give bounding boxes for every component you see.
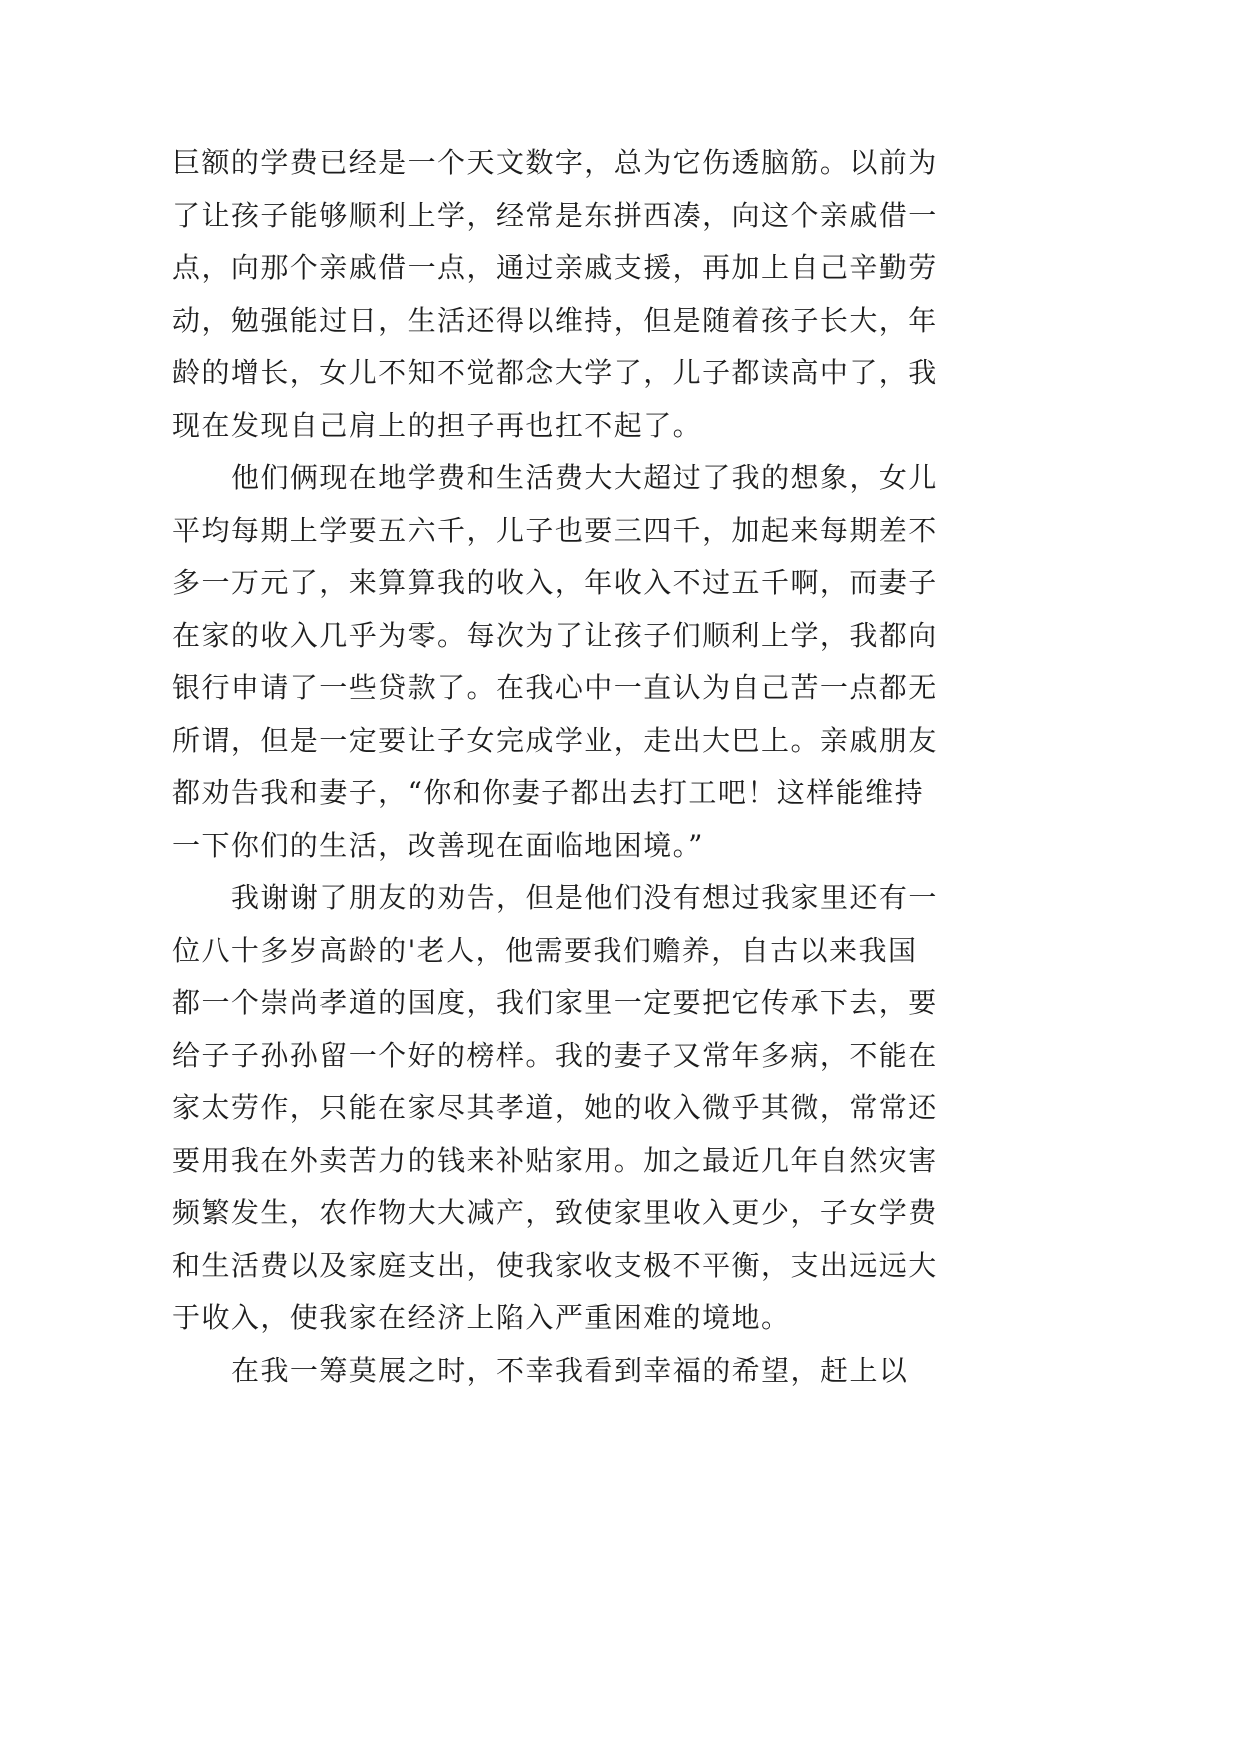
text-line: 多一万元了，来算算我的收入，年收入不过五千啊，而妻子 (172, 566, 938, 599)
text-line: 给子子孙孙留一个好的榜样。我的妻子又常年多病，不能在 (172, 1038, 938, 1072)
text-line: 现在发现自己肩上的担子再也扛不起了。 (172, 408, 703, 442)
text-line: 在我一筹莫展之时，不幸我看到幸福的希望，赶上以 (231, 1353, 909, 1387)
text-line: 位八十多岁高龄的'老人，他需要我们赡养，自古以来我国 (172, 933, 918, 967)
text-line: 他们俩现在地学费和生活费大大超过了我的想象，女儿 (231, 461, 938, 494)
text-line: 要用我在外卖苦力的钱来补贴家用。加之最近几年自然灾害 (172, 1143, 938, 1177)
text-line: 都一个崇尚孝道的国度，我们家里一定要把它传承下去，要 (172, 986, 938, 1019)
text-line: 和生活费以及家庭支出，使我家收支极不平衡，支出远远大 (172, 1248, 938, 1282)
text-line: 了让孩子能够顺利上学，经常是东拼西凑，向这个亲戚借一 (172, 198, 938, 232)
text-line: 于收入，使我家在经济上陷入严重困难的境地。 (172, 1301, 791, 1334)
text-line: 都劝告我和妻子，“你和你妻子都出去打工吧！这样能维持 (172, 776, 925, 809)
text-line: 动，勉强能过日，生活还得以维持，但是随着孩子长大，年 (172, 303, 938, 337)
text-line: 我谢谢了朋友的劝告，但是他们没有想过我家里还有一 (231, 881, 938, 914)
text-line: 银行申请了一些贷款了。在我心中一直认为自己苦一点都无 (172, 671, 938, 704)
text-line: 在家的收入几乎为零。每次为了让孩子们顺利上学，我都向 (172, 618, 938, 652)
text-line: 所谓，但是一定要让子女完成学业，走出大巴上。亲戚朋友 (172, 723, 938, 757)
text-line: 巨额的学费已经是一个天文数字，总为它伤透脑筋。以前为 (172, 146, 938, 179)
text-line: 点，向那个亲戚借一点，通过亲戚支援，再加上自己辛勤劳 (172, 251, 938, 284)
text-line: 家太劳作，只能在家尽其孝道，她的收入微乎其微，常常还 (172, 1091, 938, 1124)
paragraph (172, 137, 962, 452)
paragraph (172, 452, 962, 872)
text-line: 平均每期上学要五六千，儿子也要三四千，加起来每期差不 (172, 513, 938, 547)
paragraph (172, 1345, 962, 1398)
text-line: 龄的增长，女儿不知不觉都念大学了，儿子都读高中了，我 (172, 356, 938, 389)
body-text (172, 137, 962, 1397)
text-line: 频繁发生，农作物大大减产，致使家里收入更少，子女学费 (172, 1196, 938, 1229)
text-line: 一下你们的生活，改善现在面临地困境。” (172, 828, 704, 862)
paragraph (172, 872, 962, 1345)
